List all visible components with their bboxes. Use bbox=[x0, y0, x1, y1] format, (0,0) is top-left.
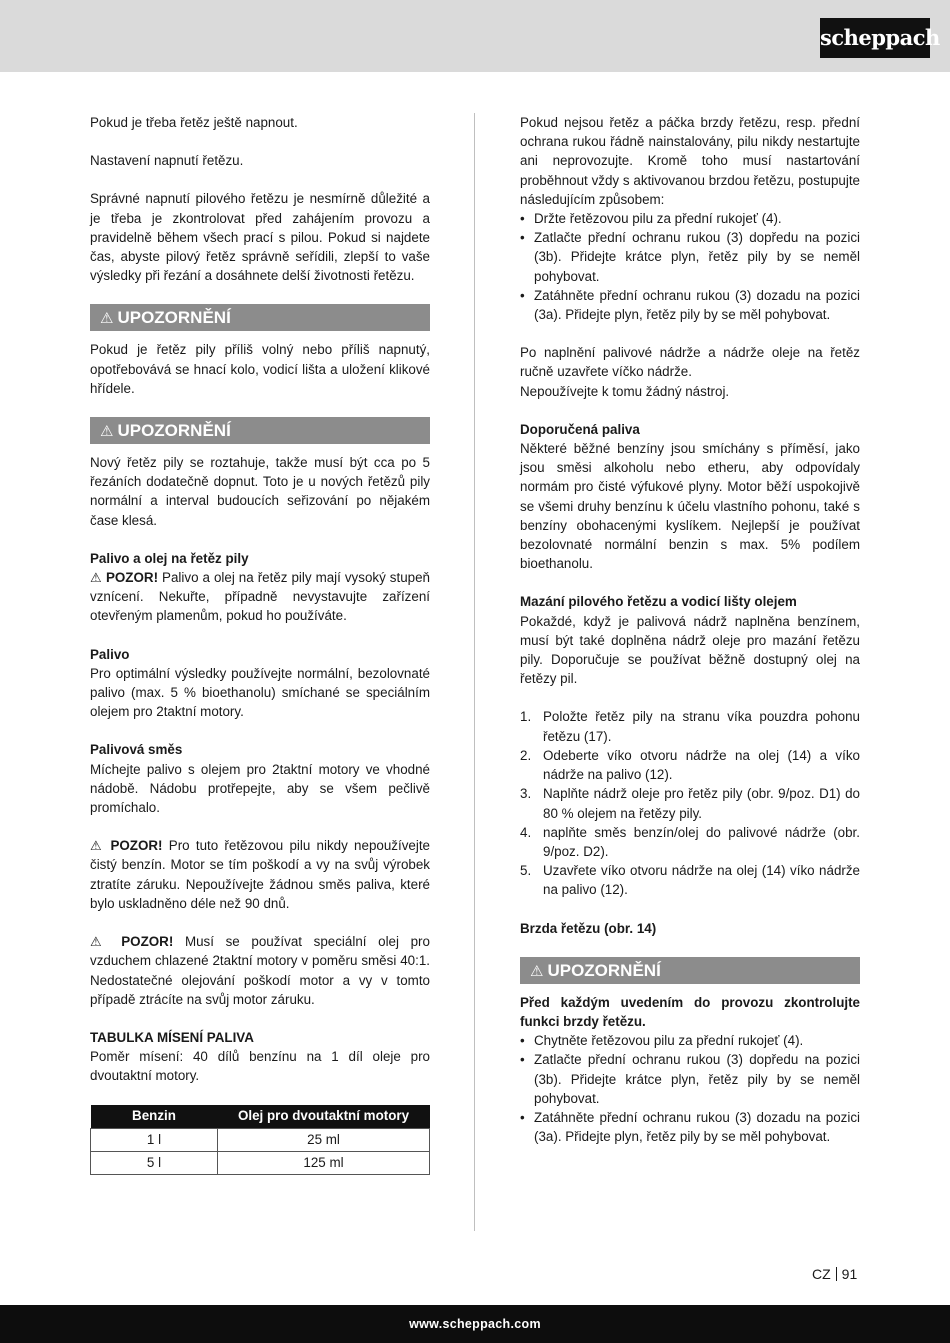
caution-text: Musí se používat speciální olej pro vzduchem chlazené 2taktní motory v poměru směsi 40:1. Nedostatečné olejování poškodí motor a vy v tomto případě ztrácíte na svůj motor záruku. bbox=[90, 934, 430, 1007]
warning-banner bbox=[90, 304, 430, 331]
paragraph: Po naplnění palivové nádrže a nádrže oleje na řetěz ručně uzavřete víčko nádrže. bbox=[520, 345, 860, 380]
caution-label: POZOR! bbox=[110, 838, 163, 854]
table-row bbox=[91, 1128, 430, 1151]
list-item: • Zatáhněte přední ochranu rukou (3) dozadu na pozici (3a). Přidejte plyn, řetěz pily by se měl pohybovat. bbox=[520, 1108, 860, 1146]
paragraph: Nepoužívejte k tomu žádný nástroj. bbox=[520, 383, 730, 399]
paragraph: Pokud nejsou řetěz a páčka brzdy řetězu, resp. přední ochrana rukou řádně nainstalovány, pilu nikdy nestartujte ani neprovozujte. Kromě toho musí nastartování proběhnout vždy s aktivovanou brzdou řetězu, postupujte následujícím způsobem: bbox=[520, 115, 860, 207]
paragraph: Pokud je třeba řetěz ještě napnout. bbox=[90, 115, 298, 130]
list-item: • Zatlačte přední ochranu rukou (3) dopředu na pozici (3b). Přidejte krátce plyn, řetěz pily by se neměl pohybovat. bbox=[520, 1050, 860, 1108]
warning-icon: ⚠ bbox=[100, 423, 114, 441]
bullet-list bbox=[520, 1031, 860, 1146]
caution-paragraph bbox=[90, 932, 430, 1009]
brand-logo-text: scheppach bbox=[820, 25, 940, 50]
table-row bbox=[91, 1151, 430, 1174]
paragraph: Pokud je řetěz pily příliš volný nebo příliš napnutý, opotřebovává se hnací kolo, vodicí lišta a uložení klikové hřídele. bbox=[90, 342, 430, 396]
paragraph: Nový řetěz pily se roztahuje, takže musí být cca po 5 řezáních dodatečně dopnut. Toto je u nových řetězů pily normální a interval budoucích seřizování po nějakém čase klesá. bbox=[90, 455, 430, 528]
list-item: • Zatlačte přední ochranu rukou (3) dopředu na pozici (3b). Přidejte krátce plyn, řetěz pily by se neměl pohybovat. bbox=[520, 228, 860, 286]
list-number: 1. bbox=[520, 709, 532, 725]
list-number: 4. bbox=[520, 824, 532, 840]
warning-icon: ⚠ bbox=[100, 310, 114, 328]
caution-text: Pro tuto řetězovou pilu nikdy nepoužívejte čistý benzín. Motor se tím poškodí a vy na svůj výrobek ztratíte záruku. Nepoužívejte žádnou směs paliva, které bylo uskladněno déle než 90 dnů. bbox=[90, 838, 430, 911]
warning-icon: ⚠ bbox=[90, 570, 102, 586]
brand-logo bbox=[820, 18, 940, 58]
language-code: CZ bbox=[812, 1266, 831, 1282]
paragraph: Pro optimální výsledky používejte normální, bezolovnaté palivo (max. 5 % bioethanolu) smíchané se speciálním olejem pro 2taktní motory. bbox=[90, 665, 430, 720]
table-cell: 1 l bbox=[91, 1128, 218, 1151]
list-text: Uzavřete víko otvoru nádrže na olej (14) víko nádrže na palivo (12). bbox=[543, 863, 860, 898]
paragraph: Nastavení napnutí řetězu. bbox=[90, 153, 244, 169]
page-number-separator bbox=[836, 1267, 837, 1281]
table-cell: 5 l bbox=[91, 1151, 218, 1174]
list-item bbox=[520, 823, 860, 861]
list-item bbox=[520, 861, 860, 899]
section-heading: Brzda řetězu (obr. 14) bbox=[520, 920, 657, 936]
list-text: naplňte směs benzín/olej do palivové nádrže (obr. 9/poz. D2). bbox=[543, 824, 860, 859]
warning-icon: ⚠ bbox=[90, 838, 105, 854]
warning-icon: ⚠ bbox=[90, 934, 110, 950]
list-number: 5. bbox=[520, 863, 532, 879]
caution-text: Palivo a olej na řetěz pily mají vysoký stupeň vznícení. Nekuřte, případně nevystavujte zařízení otevřeným plamenům, pokud ho používáte. bbox=[90, 570, 430, 624]
table-cell: 125 ml bbox=[218, 1151, 430, 1174]
page-number bbox=[812, 1265, 857, 1283]
section-heading: Palivo a olej na řetěz pily bbox=[90, 550, 249, 566]
warning-title: UPOZORNĚNÍ bbox=[117, 421, 231, 441]
section-heading: Mazání pilového řetězu a vodicí lišty olejem bbox=[520, 594, 797, 610]
list-item: • Chytněte řetězovou pilu za přední rukojeť (4). bbox=[520, 1031, 860, 1050]
section-heading: Palivo bbox=[90, 646, 130, 662]
caution-label: POZOR! bbox=[105, 570, 159, 586]
left-column bbox=[90, 113, 430, 1175]
section-heading: Palivová směs bbox=[90, 742, 183, 758]
paragraph: Pokaždé, když je palivová nádrž naplněna benzínem, musí být také doplněna nádrž oleje pro mazání řetězu pily. Doporučuje se používat běžně dostupný olej na řetězy pil. bbox=[520, 613, 860, 687]
table-header-cell: Olej pro dvoutaktní motory bbox=[218, 1105, 430, 1129]
caution-label: POZOR! bbox=[121, 934, 174, 950]
paragraph: Míchejte palivo s olejem pro 2taktní motory ve vhodné nádobě. Nádobu protřepejte, aby se všem pečlivě promíchalo. bbox=[90, 761, 430, 816]
right-column bbox=[520, 113, 860, 1146]
list-item bbox=[520, 784, 860, 822]
column-divider bbox=[474, 113, 475, 1231]
numbered-list bbox=[520, 707, 860, 899]
warning-title: UPOZORNĚNÍ bbox=[547, 960, 661, 980]
list-text: Položte řetěz pily na stranu víka pouzdra pohonu řetězu (17). bbox=[543, 709, 860, 744]
caution-paragraph bbox=[90, 568, 430, 626]
table-header-cell: Benzin bbox=[91, 1105, 218, 1129]
section-heading: TABULKA MÍSENÍ PALIVA bbox=[90, 1029, 254, 1045]
paragraph: Před každým uvedením do provozu zkontrolujte funkci brzdy řetězu. bbox=[520, 994, 860, 1029]
warning-banner bbox=[520, 957, 860, 984]
section-heading: Doporučená paliva bbox=[520, 421, 640, 437]
paragraph: Poměr mísení: 40 dílů benzínu na 1 díl oleje pro dvoutaktní motory. bbox=[90, 1049, 430, 1084]
paragraph: Některé běžné benzíny jsou smíchány s příměsí, jako jsou směsi alkoholu nebo etheru, aby odpovídaly normám pro čisté výfukové plyny. Motor běží uspokojivě se všemi druhy benzínu k účelu vlastního pohonu, také s benzíny obohacenými kyslíkem. Nejlepší je používat bezolovnaté normální benzin s max. 5% podílem bioethanolu. bbox=[520, 441, 860, 572]
footer-band bbox=[0, 1305, 950, 1343]
list-item: • Držte řetězovou pilu za přední rukojeť (4). bbox=[520, 209, 860, 228]
list-number: 2. bbox=[520, 747, 532, 763]
bullet-list bbox=[520, 209, 860, 324]
warning-banner bbox=[90, 417, 430, 444]
page-number-value: 91 bbox=[841, 1266, 858, 1282]
warning-title: UPOZORNĚNÍ bbox=[117, 308, 231, 328]
caution-paragraph bbox=[90, 836, 430, 913]
table-cell: 25 ml bbox=[218, 1128, 430, 1151]
list-number: 3. bbox=[520, 786, 532, 802]
table-header-row bbox=[91, 1105, 430, 1129]
paragraph: Správné napnutí pilového řetězu je nesmírně důležité a je třeba je zkontrolovat před zahájením provozu a pravidelně během všech prací s pilou. Pokud si najdete čas, abyste pilový řetěz správně seřídili, zlepší to vaše výsledky při řezání a dosáhnete delší životnosti řetězu. bbox=[90, 191, 430, 284]
warning-icon: ⚠ bbox=[530, 962, 544, 980]
footer-url: www.scheppach.com bbox=[409, 1317, 541, 1331]
list-text: Odeberte víko otvoru nádrže na olej (14) a víko nádrže na palivo (12). bbox=[543, 747, 860, 783]
list-text: Naplňte nádrž oleje pro řetěz pily (obr. 9/poz. D1) do 80 % olejem na řetězy pily. bbox=[543, 786, 860, 821]
list-item: • Zatáhněte přední ochranu rukou (3) dozadu na pozici (3a). Přidejte plyn, řetěz pily by se měl pohybovat. bbox=[520, 286, 860, 324]
list-item bbox=[520, 746, 860, 784]
fuel-mix-table bbox=[90, 1105, 430, 1175]
header-band bbox=[0, 0, 950, 72]
list-item bbox=[520, 707, 860, 745]
